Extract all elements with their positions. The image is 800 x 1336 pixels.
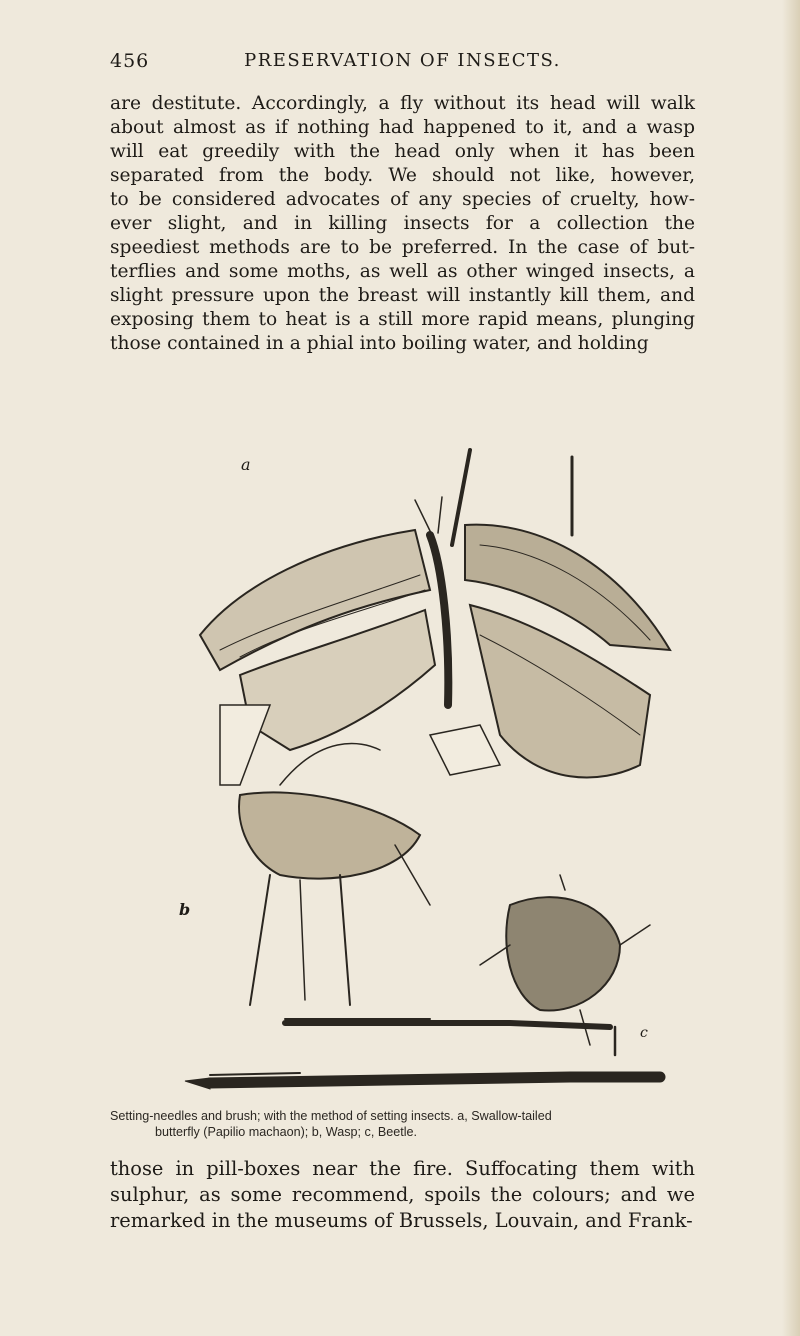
paragraph-2 — [110, 1156, 695, 1234]
figure-caption — [110, 1108, 710, 1140]
text-line: will eat greedily with the head only when it has been — [110, 141, 695, 162]
brush-handle — [210, 1077, 660, 1083]
text-line: those contained in a phial into boiling water, and holding — [110, 333, 649, 354]
brush-bristles — [185, 1078, 210, 1089]
paragraph-1 — [110, 92, 695, 356]
beetle-body — [506, 897, 620, 1010]
engraving-figure — [180, 405, 705, 1105]
butterfly-body — [430, 535, 448, 705]
caption-line: Setting-needles and brush; with the method of setting insects. a, Swallow-tailed — [110, 1109, 552, 1123]
setting-needle — [285, 1023, 610, 1027]
text-line: to be considered advocates of any species of cruelty, how- — [110, 189, 695, 210]
paper-strip-left — [220, 705, 270, 785]
paper-strip-right — [430, 725, 500, 775]
running-head: PRESERVATION OF INSECTS. — [244, 50, 561, 71]
text-line: remarked in the museums of Brussels, Louvain, and Frank- — [110, 1209, 693, 1232]
page-edge-shadow — [782, 0, 800, 1336]
insect-setting-engraving — [180, 405, 705, 1105]
page-header — [110, 50, 695, 80]
text-line: sulphur, as some recommend, spoils the colours; and we — [110, 1183, 695, 1206]
figure-label-a: a — [241, 455, 251, 474]
text-line: speediest methods are to be preferred. In the case of but- — [110, 237, 695, 258]
wasp-body — [239, 792, 420, 878]
text-line: terflies and some moths, as well as other winged insects, a — [110, 261, 695, 282]
text-line: separated from the body. We should not like, however, — [110, 165, 695, 186]
text-line: those in pill-boxes near the fire. Suffocating them with — [110, 1157, 695, 1180]
page-number: 456 — [110, 50, 150, 72]
text-line: ever slight, and in killing insects for a collection the — [110, 213, 695, 234]
figure-label-b: b — [179, 900, 191, 919]
figure-label-c: c — [640, 1025, 648, 1041]
text-line: exposing them to heat is a still more rapid means, plunging — [110, 309, 695, 330]
caption-line: butterfly (Papilio machaon); b, Wasp; c, Beetle. — [155, 1125, 418, 1139]
text-line: are destitute. Accordingly, a fly without its head will walk — [110, 93, 695, 114]
text-line: about almost as if nothing had happened to it, and a wasp — [110, 117, 695, 138]
text-line: slight pressure upon the breast will instantly kill them, and — [110, 285, 695, 306]
